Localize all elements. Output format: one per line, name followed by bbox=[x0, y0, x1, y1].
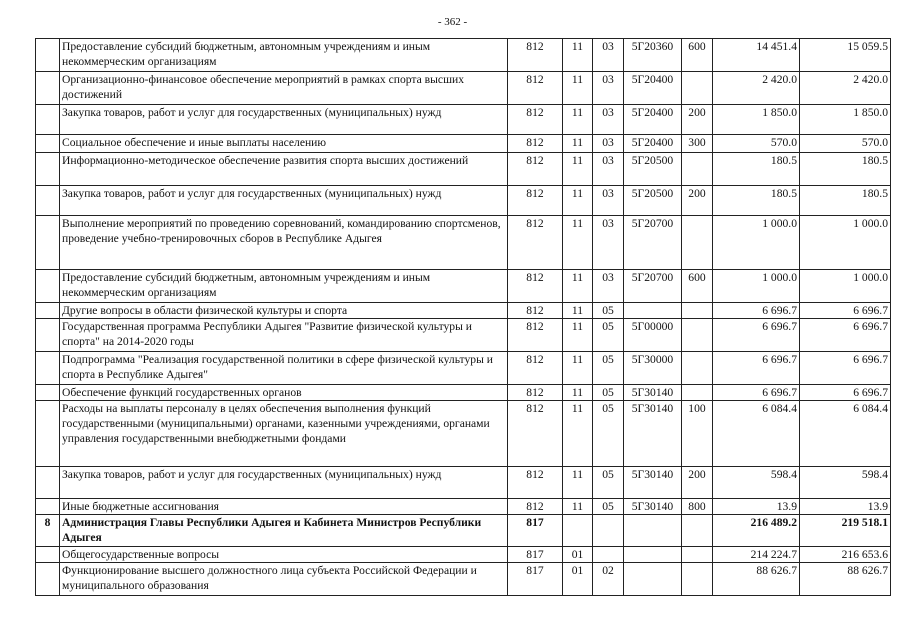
table-row bbox=[36, 547, 891, 563]
cell-expense-type bbox=[682, 547, 713, 563]
cell-expense-type: 200 bbox=[682, 186, 713, 216]
cell-item-name: Информационно-методическое обеспечение развития спорта высших достижений bbox=[60, 153, 508, 186]
cell-item-name: Закупка товаров, работ и услуг для государственных (муниципальных) нужд bbox=[60, 467, 508, 499]
cell-amount-year-1: 6 696.7 bbox=[713, 352, 800, 385]
cell-number bbox=[36, 153, 60, 186]
cell-amount-year-1: 6 696.7 bbox=[713, 319, 800, 352]
table-row bbox=[36, 563, 891, 596]
cell-item-name: Государственная программа Республики Адыгея "Развитие физической культуры и спорта" на 2014-2020 годы bbox=[60, 319, 508, 352]
cell-expense-type bbox=[682, 563, 713, 596]
cell-section-code bbox=[563, 515, 593, 547]
cell-amount-year-2: 15 059.5 bbox=[800, 39, 891, 72]
cell-item-name: Расходы на выплаты персоналу в целях обеспечения выполнения функций государственными (муниципальными) органами, казенными учреждениями, органами управления государственными внебюджетными фондами bbox=[60, 401, 508, 467]
cell-subsection-code: 05 bbox=[593, 385, 624, 401]
cell-number bbox=[36, 547, 60, 563]
cell-department-code: 812 bbox=[508, 303, 563, 319]
cell-section-code: 11 bbox=[563, 467, 593, 499]
cell-expense-type bbox=[682, 72, 713, 105]
cell-number: 8 bbox=[36, 515, 60, 547]
cell-amount-year-1: 180.5 bbox=[713, 186, 800, 216]
cell-amount-year-2: 6 696.7 bbox=[800, 352, 891, 385]
table-row bbox=[36, 515, 891, 547]
cell-section-code: 11 bbox=[563, 135, 593, 153]
cell-amount-year-2: 219 518.1 bbox=[800, 515, 891, 547]
cell-amount-year-2: 1 000.0 bbox=[800, 270, 891, 303]
cell-subsection-code: 05 bbox=[593, 352, 624, 385]
cell-amount-year-1: 13.9 bbox=[713, 499, 800, 515]
cell-target-code: 5Г20700 bbox=[624, 216, 682, 270]
cell-expense-type: 200 bbox=[682, 105, 713, 135]
cell-number bbox=[36, 186, 60, 216]
cell-target-code: 5Г30140 bbox=[624, 467, 682, 499]
table-row bbox=[36, 499, 891, 515]
cell-target-code: 5Г20360 bbox=[624, 39, 682, 72]
cell-amount-year-1: 1 000.0 bbox=[713, 270, 800, 303]
cell-amount-year-1: 1 850.0 bbox=[713, 105, 800, 135]
cell-amount-year-1: 6 084.4 bbox=[713, 401, 800, 467]
cell-amount-year-2: 88 626.7 bbox=[800, 563, 891, 596]
table-row bbox=[36, 385, 891, 401]
cell-expense-type: 200 bbox=[682, 467, 713, 499]
cell-item-name: Выполнение мероприятий по проведению соревнований, командированию спортсменов, проведение учебно-тренировочных сборов в Республике Адыгея bbox=[60, 216, 508, 270]
cell-department-code: 812 bbox=[508, 135, 563, 153]
cell-amount-year-2: 180.5 bbox=[800, 153, 891, 186]
cell-number bbox=[36, 72, 60, 105]
cell-amount-year-1: 6 696.7 bbox=[713, 385, 800, 401]
cell-amount-year-1: 14 451.4 bbox=[713, 39, 800, 72]
cell-department-code: 817 bbox=[508, 515, 563, 547]
page-number: - 362 - bbox=[437, 16, 468, 28]
cell-amount-year-2: 570.0 bbox=[800, 135, 891, 153]
cell-department-code: 812 bbox=[508, 401, 563, 467]
table-row bbox=[36, 352, 891, 385]
cell-subsection-code: 03 bbox=[593, 39, 624, 72]
cell-amount-year-2: 6 084.4 bbox=[800, 401, 891, 467]
table-row bbox=[36, 135, 891, 153]
cell-amount-year-2: 6 696.7 bbox=[800, 385, 891, 401]
cell-number bbox=[36, 303, 60, 319]
cell-amount-year-2: 6 696.7 bbox=[800, 303, 891, 319]
table-row bbox=[36, 186, 891, 216]
table-row bbox=[36, 401, 891, 467]
cell-subsection-code: 05 bbox=[593, 499, 624, 515]
cell-amount-year-1: 88 626.7 bbox=[713, 563, 800, 596]
cell-section-code: 11 bbox=[563, 303, 593, 319]
cell-amount-year-1: 570.0 bbox=[713, 135, 800, 153]
cell-amount-year-2: 6 696.7 bbox=[800, 319, 891, 352]
cell-department-code: 812 bbox=[508, 499, 563, 515]
cell-number bbox=[36, 216, 60, 270]
cell-expense-type bbox=[682, 303, 713, 319]
cell-department-code: 812 bbox=[508, 352, 563, 385]
cell-amount-year-1: 6 696.7 bbox=[713, 303, 800, 319]
cell-department-code: 817 bbox=[508, 563, 563, 596]
table-row bbox=[36, 270, 891, 303]
cell-item-name: Организационно-финансовое обеспечение мероприятий в рамках спорта высших достижений bbox=[60, 72, 508, 105]
table-row bbox=[36, 105, 891, 135]
cell-department-code: 812 bbox=[508, 467, 563, 499]
cell-department-code: 812 bbox=[508, 105, 563, 135]
cell-amount-year-2: 2 420.0 bbox=[800, 72, 891, 105]
cell-section-code: 11 bbox=[563, 352, 593, 385]
cell-section-code: 11 bbox=[563, 39, 593, 72]
cell-amount-year-2: 180.5 bbox=[800, 186, 891, 216]
cell-section-code: 11 bbox=[563, 105, 593, 135]
cell-section-code: 01 bbox=[563, 563, 593, 596]
cell-item-name: Закупка товаров, работ и услуг для государственных (муниципальных) нужд bbox=[60, 105, 508, 135]
cell-target-code: 5Г20400 bbox=[624, 135, 682, 153]
cell-amount-year-1: 598.4 bbox=[713, 467, 800, 499]
cell-item-name: Общегосударственные вопросы bbox=[60, 547, 508, 563]
cell-expense-type bbox=[682, 385, 713, 401]
cell-target-code: 5Г00000 bbox=[624, 319, 682, 352]
table-row bbox=[36, 39, 891, 72]
cell-section-code: 11 bbox=[563, 153, 593, 186]
cell-subsection-code: 03 bbox=[593, 270, 624, 303]
cell-number bbox=[36, 385, 60, 401]
cell-item-name: Иные бюджетные ассигнования bbox=[60, 499, 508, 515]
cell-subsection-code: 05 bbox=[593, 401, 624, 467]
cell-item-name: Обеспечение функций государственных органов bbox=[60, 385, 508, 401]
cell-number bbox=[36, 352, 60, 385]
cell-subsection-code: 05 bbox=[593, 467, 624, 499]
cell-expense-type: 600 bbox=[682, 270, 713, 303]
cell-department-code: 812 bbox=[508, 216, 563, 270]
cell-subsection-code bbox=[593, 547, 624, 563]
cell-subsection-code: 03 bbox=[593, 186, 624, 216]
cell-department-code: 812 bbox=[508, 39, 563, 72]
cell-target-code bbox=[624, 515, 682, 547]
cell-subsection-code: 02 bbox=[593, 563, 624, 596]
cell-target-code: 5Г20500 bbox=[624, 153, 682, 186]
budget-table bbox=[35, 38, 891, 596]
cell-number bbox=[36, 135, 60, 153]
cell-subsection-code: 03 bbox=[593, 135, 624, 153]
cell-item-name: Социальное обеспечение и иные выплаты населению bbox=[60, 135, 508, 153]
cell-target-code bbox=[624, 303, 682, 319]
cell-amount-year-2: 13.9 bbox=[800, 499, 891, 515]
cell-department-code: 812 bbox=[508, 72, 563, 105]
cell-target-code bbox=[624, 547, 682, 563]
cell-department-code: 812 bbox=[508, 153, 563, 186]
table-row bbox=[36, 153, 891, 186]
cell-number bbox=[36, 105, 60, 135]
table-row bbox=[36, 467, 891, 499]
cell-department-code: 817 bbox=[508, 547, 563, 563]
cell-section-code: 11 bbox=[563, 72, 593, 105]
cell-expense-type: 800 bbox=[682, 499, 713, 515]
cell-number bbox=[36, 499, 60, 515]
cell-section-code: 11 bbox=[563, 401, 593, 467]
cell-expense-type bbox=[682, 515, 713, 547]
cell-department-code: 812 bbox=[508, 186, 563, 216]
cell-number bbox=[36, 270, 60, 303]
cell-expense-type: 600 bbox=[682, 39, 713, 72]
cell-expense-type bbox=[682, 352, 713, 385]
cell-amount-year-2: 216 653.6 bbox=[800, 547, 891, 563]
cell-section-code: 11 bbox=[563, 319, 593, 352]
cell-number bbox=[36, 319, 60, 352]
table-row bbox=[36, 216, 891, 270]
cell-target-code: 5Г20700 bbox=[624, 270, 682, 303]
cell-expense-type bbox=[682, 153, 713, 186]
cell-department-code: 812 bbox=[508, 319, 563, 352]
cell-subsection-code: 05 bbox=[593, 319, 624, 352]
cell-target-code: 5Г20500 bbox=[624, 186, 682, 216]
cell-department-code: 812 bbox=[508, 270, 563, 303]
cell-section-code: 11 bbox=[563, 216, 593, 270]
cell-target-code: 5Г30000 bbox=[624, 352, 682, 385]
cell-subsection-code: 03 bbox=[593, 216, 624, 270]
cell-item-name: Администрация Главы Республики Адыгея и Кабинета Министров Республики Адыгея bbox=[60, 515, 508, 547]
cell-department-code: 812 bbox=[508, 385, 563, 401]
cell-amount-year-2: 1 000.0 bbox=[800, 216, 891, 270]
cell-amount-year-1: 2 420.0 bbox=[713, 72, 800, 105]
cell-subsection-code: 03 bbox=[593, 105, 624, 135]
cell-subsection-code: 03 bbox=[593, 153, 624, 186]
cell-amount-year-2: 598.4 bbox=[800, 467, 891, 499]
cell-amount-year-1: 216 489.2 bbox=[713, 515, 800, 547]
cell-number bbox=[36, 39, 60, 72]
cell-target-code: 5Г30140 bbox=[624, 499, 682, 515]
cell-target-code: 5Г30140 bbox=[624, 401, 682, 467]
cell-item-name: Другие вопросы в области физической культуры и спорта bbox=[60, 303, 508, 319]
cell-amount-year-2: 1 850.0 bbox=[800, 105, 891, 135]
table-row bbox=[36, 72, 891, 105]
cell-amount-year-1: 1 000.0 bbox=[713, 216, 800, 270]
cell-item-name: Подпрограмма "Реализация государственной политики в сфере физической культуры и спорта в Республике Адыгея" bbox=[60, 352, 508, 385]
table-row bbox=[36, 303, 891, 319]
cell-section-code: 11 bbox=[563, 385, 593, 401]
cell-target-code: 5Г30140 bbox=[624, 385, 682, 401]
cell-section-code: 11 bbox=[563, 186, 593, 216]
cell-expense-type: 100 bbox=[682, 401, 713, 467]
cell-number bbox=[36, 467, 60, 499]
cell-item-name: Функционирование высшего должностного лица субъекта Российской Федерации и муниципального образования bbox=[60, 563, 508, 596]
cell-expense-type bbox=[682, 216, 713, 270]
table-body bbox=[36, 39, 891, 596]
cell-number bbox=[36, 563, 60, 596]
cell-section-code: 11 bbox=[563, 499, 593, 515]
cell-item-name: Предоставление субсидий бюджетным, автономным учреждениям и иным некоммерческим организациям bbox=[60, 39, 508, 72]
cell-subsection-code bbox=[593, 515, 624, 547]
cell-target-code: 5Г20400 bbox=[624, 105, 682, 135]
cell-number bbox=[36, 401, 60, 467]
cell-amount-year-1: 180.5 bbox=[713, 153, 800, 186]
cell-expense-type: 300 bbox=[682, 135, 713, 153]
cell-item-name: Предоставление субсидий бюджетным, автономным учреждениям и иным некоммерческим организациям bbox=[60, 270, 508, 303]
cell-section-code: 01 bbox=[563, 547, 593, 563]
cell-target-code: 5Г20400 bbox=[624, 72, 682, 105]
cell-expense-type bbox=[682, 319, 713, 352]
cell-item-name: Закупка товаров, работ и услуг для государственных (муниципальных) нужд bbox=[60, 186, 508, 216]
table-row bbox=[36, 319, 891, 352]
cell-subsection-code: 03 bbox=[593, 72, 624, 105]
cell-subsection-code: 05 bbox=[593, 303, 624, 319]
cell-amount-year-1: 214 224.7 bbox=[713, 547, 800, 563]
cell-section-code: 11 bbox=[563, 270, 593, 303]
cell-target-code bbox=[624, 563, 682, 596]
